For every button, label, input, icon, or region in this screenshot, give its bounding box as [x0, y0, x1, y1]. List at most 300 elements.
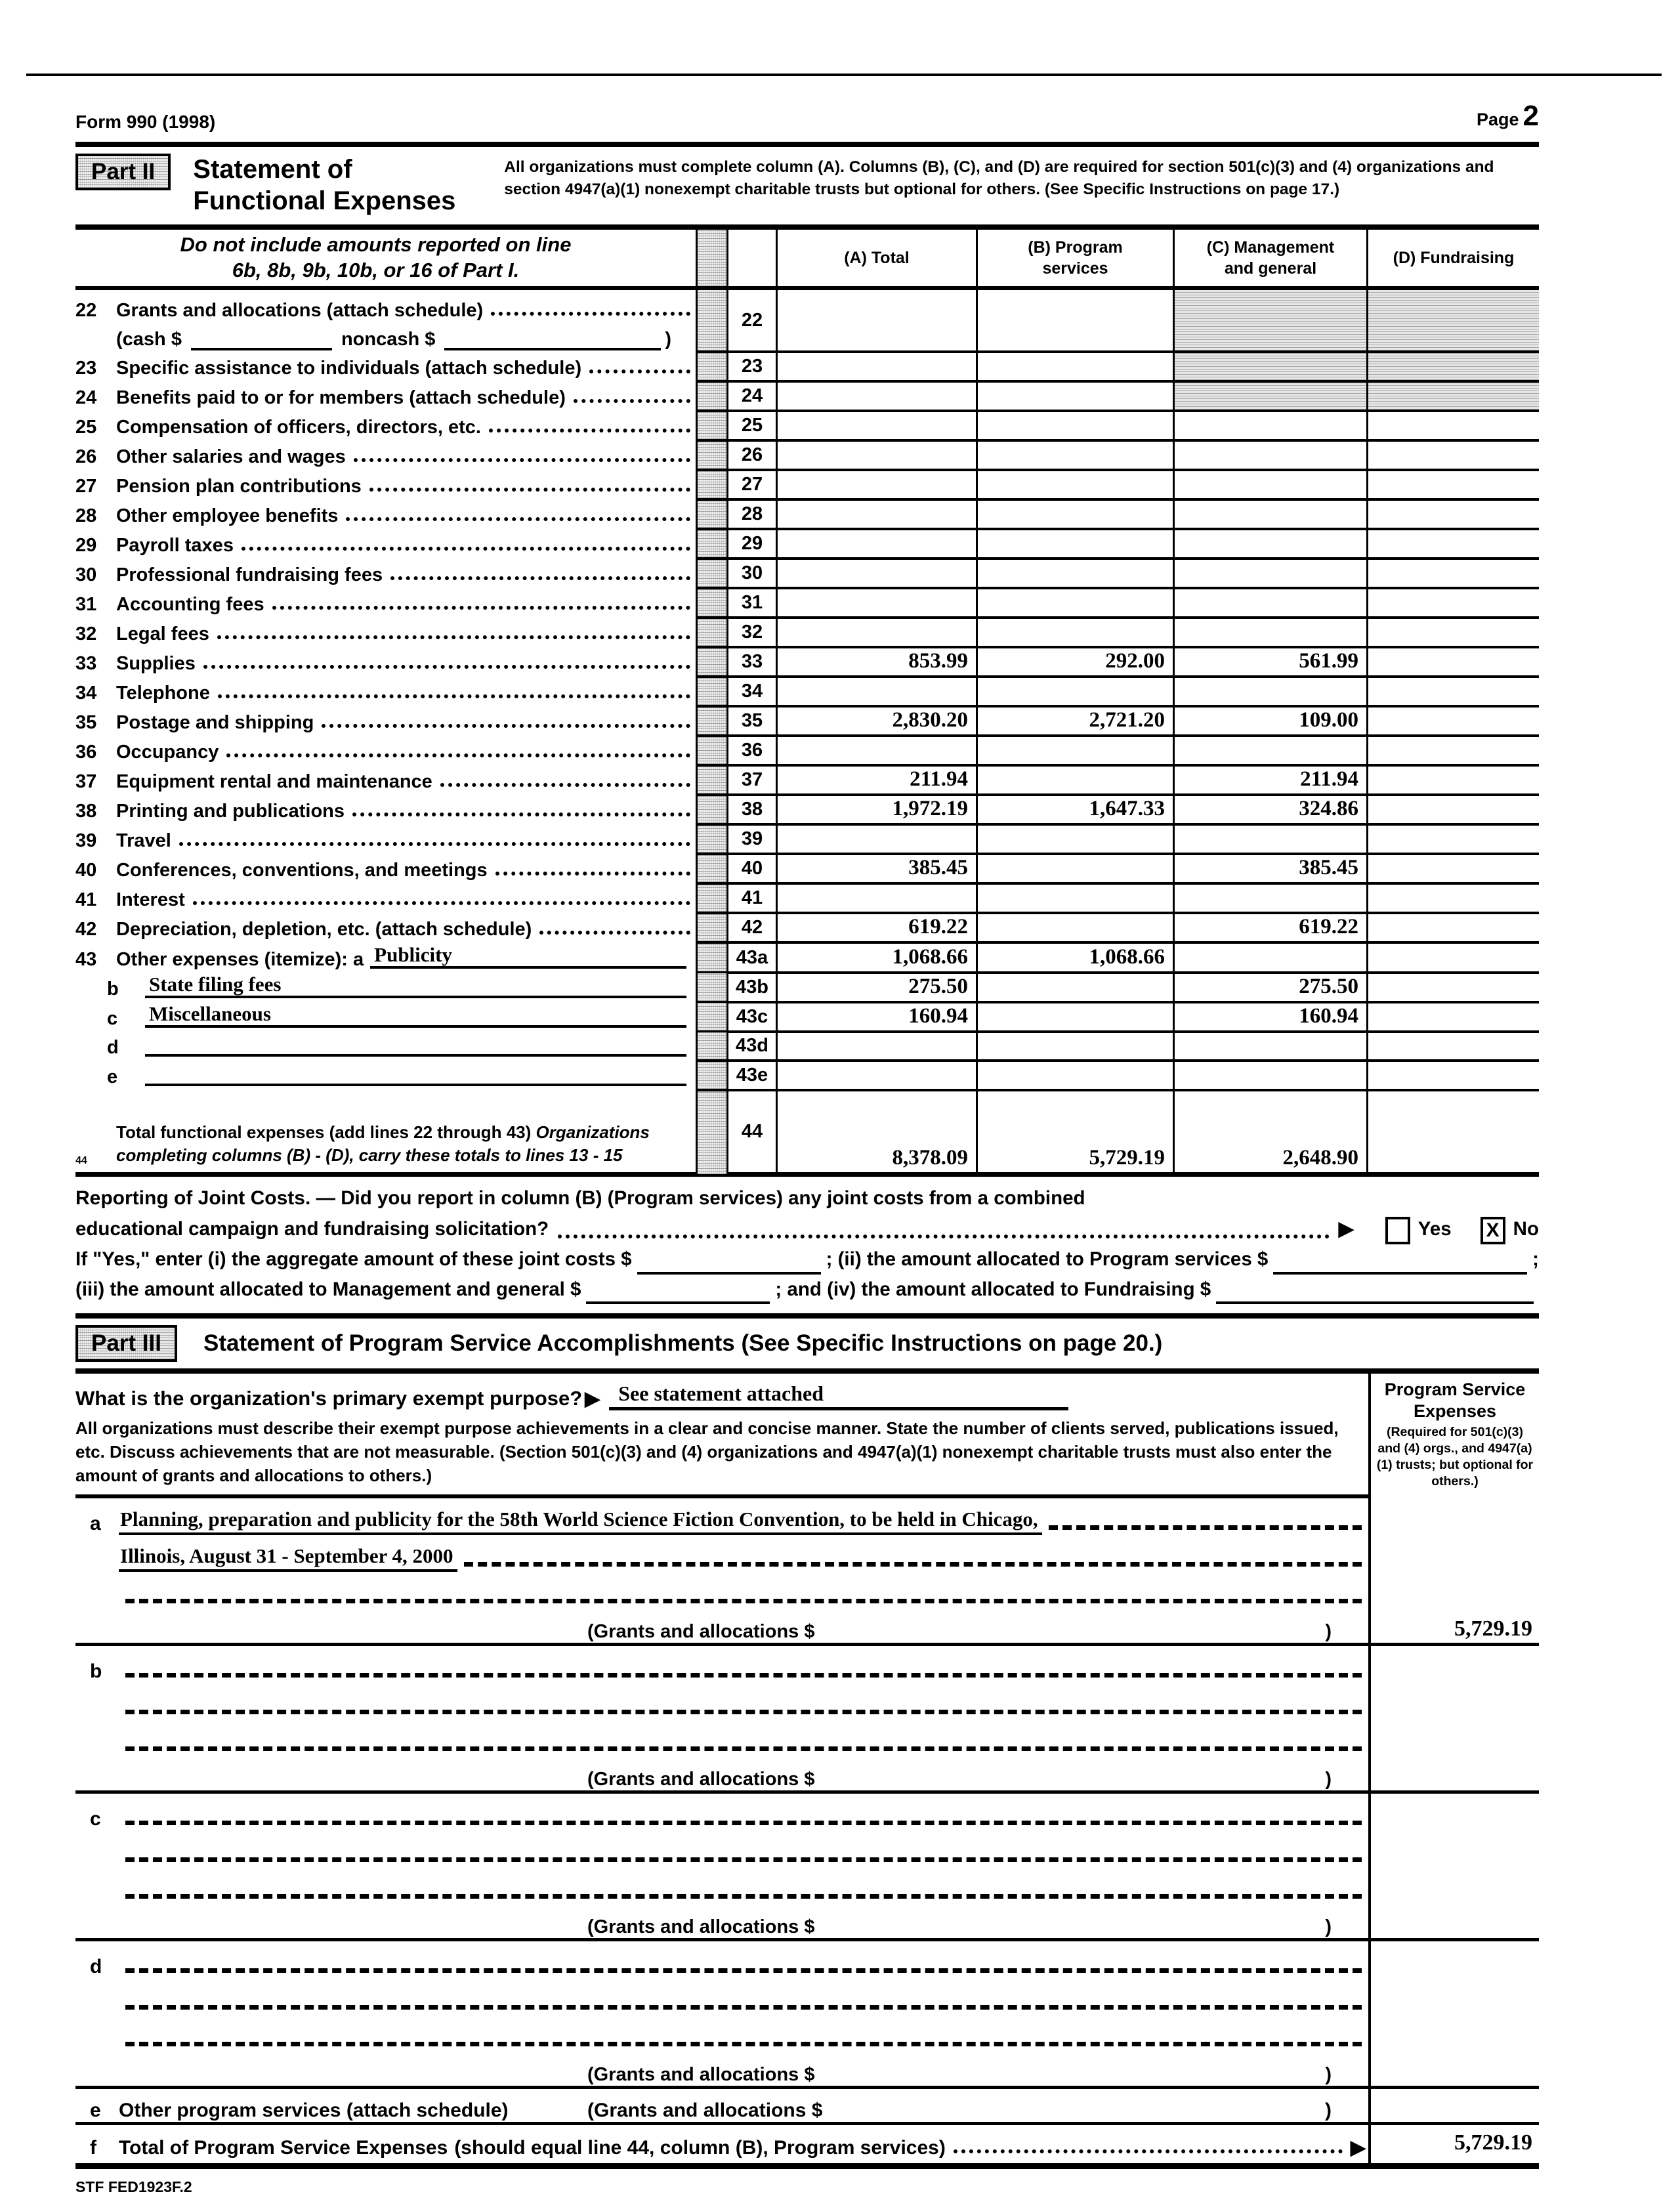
row-label: Compensation of officers, directors, etc. — [116, 417, 481, 438]
row-number: 32 — [75, 623, 97, 645]
table-row-43a — [75, 944, 1539, 973]
dashed-line — [125, 2005, 1362, 2010]
row-label: Travel — [116, 830, 171, 852]
page-number: Page 2 — [1476, 100, 1539, 132]
other-expense-rows — [75, 973, 1539, 1091]
grants-allocations-label: (Grants and allocations $ — [587, 2064, 815, 2086]
line-number-box: 25 — [728, 412, 778, 442]
table-row — [75, 855, 1539, 885]
line-number-box: 43d — [728, 1032, 778, 1062]
dotted-leader — [574, 399, 690, 403]
row-letter: c — [107, 1008, 118, 1030]
line-number-box: 36 — [728, 737, 778, 767]
value-management — [1175, 353, 1368, 383]
value-program — [978, 914, 1175, 944]
dotted-leader — [491, 312, 690, 316]
value-program — [978, 678, 1175, 707]
value-management: 561.99 — [1175, 648, 1368, 678]
value-fundraising — [1368, 290, 1539, 353]
row-number: 30 — [75, 564, 97, 586]
value-program — [978, 290, 1175, 353]
line-number-column-header — [728, 230, 778, 290]
value-total — [778, 826, 978, 855]
program-service-total-row: f Total of Program Service Expenses (should equal line 44, column (B), Program services) ▶ — [75, 2125, 1368, 2169]
program-service-c-expense — [1368, 1794, 1539, 1941]
value-total: 275.50 — [778, 973, 978, 1003]
value-management — [1175, 383, 1368, 412]
no-checkbox[interactable]: X — [1480, 1217, 1505, 1244]
part3-tag: Part III — [75, 1325, 177, 1362]
row-label: Printing and publications — [116, 801, 345, 822]
dashed-line — [125, 1599, 1362, 1603]
value-management — [1175, 530, 1368, 560]
table-row — [75, 589, 1539, 619]
value-fundraising — [1368, 560, 1539, 589]
section-letter: b — [90, 1660, 102, 1683]
table-row-22: 22 Grants and allocations (attach schedule) (cash $ noncash $ ) 22 — [75, 290, 1539, 353]
program-service-b: b (Grants and allocations $ ) — [75, 1646, 1368, 1794]
line-number-box: 43e — [728, 1062, 778, 1091]
value-fundraising — [1368, 648, 1539, 678]
dotted-leader — [390, 576, 690, 580]
line-number-box: 27 — [728, 471, 778, 501]
line-number-box: 22 — [728, 290, 778, 353]
value-total: 8,378.09 — [778, 1091, 978, 1177]
line-number-box: 35 — [728, 707, 778, 737]
dotted-leader — [440, 783, 690, 787]
value-fundraising — [1368, 914, 1539, 944]
other-expense-entry — [145, 1084, 686, 1086]
value-management — [1175, 826, 1368, 855]
dashed-line — [125, 1894, 1362, 1899]
line-number-box: 23 — [728, 353, 778, 383]
row-number: 22 — [75, 300, 97, 321]
dotted-leader — [352, 813, 690, 816]
row-number: 44 — [75, 1155, 87, 1166]
row-label: Grants and allocations (attach schedule) — [116, 300, 484, 321]
value-management: 385.45 — [1175, 855, 1368, 885]
row-label: Other employee benefits — [116, 505, 339, 527]
value-management: 324.86 — [1175, 796, 1368, 826]
value-management: 275.50 — [1175, 973, 1368, 1003]
value-management: 619.22 — [1175, 914, 1368, 944]
row-letter: e — [107, 1066, 118, 1088]
value-program: 5,729.19 — [978, 1091, 1175, 1177]
row-number: 25 — [75, 417, 97, 438]
part3-description: All organizations must describe their exempt purpose achievements in a clear and concise manner. State the number of clients served, publications issued, etc. Discuss achievements that are not measurable. (Section 501(c)(3) and (4) organizations and 4947(a)(1) nonexempt charitable trusts must also enter the amount of grants and allocations to others.) — [75, 1418, 1339, 1486]
value-management — [1175, 501, 1368, 530]
dotted-leader — [322, 724, 690, 728]
table-row — [75, 826, 1539, 855]
value-program — [978, 973, 1175, 1003]
part3-body — [75, 1374, 1539, 2169]
value-program — [978, 412, 1175, 442]
row-number: 35 — [75, 712, 97, 734]
section-letter: d — [90, 1956, 102, 1978]
row-number: 38 — [75, 801, 97, 822]
row-label: Equipment rental and maintenance — [116, 771, 432, 793]
other-expense-entry — [145, 1054, 686, 1057]
program-service-e: e Other program services (attach schedule) (Grants and allocations $ ) — [75, 2089, 1368, 2125]
grants-allocations-label: (Grants and allocations $ — [587, 1916, 815, 1938]
column-a-header: (A) Total — [778, 230, 978, 290]
row-label: Interest — [116, 889, 185, 911]
dashed-line — [1049, 1525, 1362, 1530]
table-row — [75, 914, 1539, 944]
value-management — [1175, 944, 1368, 974]
row-number: 23 — [75, 358, 97, 379]
value-program — [978, 885, 1175, 914]
row-number: 31 — [75, 594, 97, 616]
expense-rows — [75, 353, 1539, 944]
value-management — [1175, 885, 1368, 914]
value-management — [1175, 412, 1368, 442]
table-row — [75, 767, 1539, 796]
value-total — [778, 530, 978, 560]
noncash-blank — [444, 331, 661, 350]
value-fundraising — [1368, 1032, 1539, 1062]
value-fundraising — [1368, 944, 1539, 974]
line-number-box: 24 — [728, 383, 778, 412]
dashed-line — [464, 1562, 1362, 1567]
value-total: 853.99 — [778, 648, 978, 678]
value-total — [778, 442, 978, 471]
dotted-leader — [218, 694, 690, 698]
value-fundraising — [1368, 619, 1539, 648]
fundraising-blank — [1216, 1282, 1534, 1304]
value-program: 2,721.20 — [978, 707, 1175, 737]
value-fundraising — [1368, 826, 1539, 855]
value-management: 160.94 — [1175, 1003, 1368, 1033]
grants-allocations-label: (Grants and allocations $ — [587, 2100, 823, 2122]
dotted-leader — [272, 606, 690, 610]
value-total — [778, 383, 978, 412]
value-total — [778, 353, 978, 383]
value-total — [778, 412, 978, 442]
row-label: Total functional expenses (add lines 22 through 43) Organizations completing columns (B) - (D), carry these totals to lines 13 - 15 — [116, 1122, 650, 1165]
grants-allocations-label: (Grants and allocations $ — [587, 1769, 815, 1790]
column-b-header: (B) Program services — [978, 230, 1175, 290]
dashed-line — [125, 2042, 1362, 2046]
section-letter: e — [90, 2100, 101, 2122]
value-program — [978, 1032, 1175, 1062]
line-number-box: 43c — [728, 1003, 778, 1033]
table-row — [75, 442, 1539, 471]
dotted-leader — [954, 2149, 1343, 2153]
arrow-icon: ▶ — [1338, 1217, 1354, 1240]
line-number-box: 41 — [728, 885, 778, 914]
value-management — [1175, 619, 1368, 648]
table-row — [75, 383, 1539, 412]
value-program — [978, 530, 1175, 560]
part2-title: Statement of Functional Expenses — [193, 155, 456, 215]
row-number: 27 — [75, 476, 97, 497]
line-number-box: 31 — [728, 589, 778, 619]
dashed-line — [125, 1821, 1362, 1825]
program-service-a-expense: 5,729.19 — [1368, 1498, 1539, 1646]
value-total — [778, 1032, 978, 1062]
form-footer-code: STF FED1923F.2 — [75, 2178, 192, 2196]
row-number: 26 — [75, 446, 97, 468]
section-letter: f — [90, 2137, 96, 2159]
value-management — [1175, 589, 1368, 619]
value-fundraising — [1368, 1091, 1539, 1177]
row-label: Telephone — [116, 683, 210, 704]
part2-instructions: All organizations must complete column (A). Columns (B), (C), and (D) are required for section 501(c)(3) and (4) organizations and section 4947(a)(1) nonexempt charitable trusts but optional for others. (See Specific Instructions on page 17.) — [504, 158, 1494, 199]
value-program — [978, 855, 1175, 885]
value-fundraising — [1368, 855, 1539, 885]
value-management — [1175, 471, 1368, 501]
value-fundraising — [1368, 383, 1539, 412]
row-number: 28 — [75, 505, 97, 527]
value-total — [778, 589, 978, 619]
line-number-box: 43a — [728, 944, 778, 974]
grants-allocations-label: (Grants and allocations $ — [587, 1621, 815, 1643]
row-number: 36 — [75, 742, 97, 763]
program-service-expenses-header: Program Service Expenses (Required for 501(c)(3) and (4) orgs., and 4947(a)(1) trusts; but optional for others.) — [1368, 1374, 1539, 1498]
expense-table-header — [75, 230, 1539, 290]
value-fundraising — [1368, 767, 1539, 796]
table-row — [75, 1003, 1539, 1032]
row-number: 43 — [75, 949, 97, 971]
value-program — [978, 767, 1175, 796]
table-row — [75, 1062, 1539, 1091]
exempt-purpose-question: What is the organization's primary exempt purpose? — [75, 1387, 583, 1410]
dashed-line — [125, 1673, 1362, 1678]
row-label: Supplies — [116, 653, 196, 675]
row-number: 34 — [75, 683, 97, 704]
value-fundraising — [1368, 796, 1539, 826]
row-number: 40 — [75, 860, 97, 881]
other-program-services-label: Other program services (attach schedule) — [119, 2100, 509, 2122]
value-management — [1175, 1062, 1368, 1091]
value-total — [778, 471, 978, 501]
management-general-blank — [586, 1282, 770, 1304]
row-label: Accounting fees — [116, 594, 264, 616]
program-service-a: a Planning, preparation and publicity for the 58th World Science Fiction Convention, to be held in Chicago, Illinois, August 31 - September 4, 2000 (Grants and allocations $ ) — [75, 1498, 1368, 1646]
section-letter: a — [90, 1513, 101, 1535]
value-management — [1175, 1032, 1368, 1062]
value-fundraising — [1368, 678, 1539, 707]
line-number-box: 37 — [728, 767, 778, 796]
value-program: 292.00 — [978, 648, 1175, 678]
value-fundraising — [1368, 589, 1539, 619]
row-label: Depreciation, depletion, etc. (attach schedule) — [116, 919, 532, 940]
dotted-leader — [558, 1235, 1330, 1238]
row-number: 24 — [75, 387, 97, 409]
part2-header — [75, 142, 1539, 230]
row-number: 39 — [75, 830, 97, 852]
line-number-box: 30 — [728, 560, 778, 589]
row-label: Other salaries and wages — [116, 446, 346, 468]
value-total: 1,972.19 — [778, 796, 978, 826]
line-number-box: 28 — [728, 501, 778, 530]
line-number-box: 33 — [728, 648, 778, 678]
line-number-box: 32 — [728, 619, 778, 648]
value-fundraising — [1368, 471, 1539, 501]
dotted-leader — [226, 753, 690, 757]
value-program — [978, 589, 1175, 619]
dotted-leader — [242, 547, 690, 551]
yes-checkbox[interactable] — [1385, 1217, 1410, 1244]
value-total — [778, 678, 978, 707]
value-total — [778, 501, 978, 530]
value-total: 619.22 — [778, 914, 978, 944]
line-number-box: 38 — [728, 796, 778, 826]
row-number: 29 — [75, 535, 97, 557]
value-program: 1,647.33 — [978, 796, 1175, 826]
value-program: 1,068.66 — [978, 944, 1175, 974]
top-rule — [26, 74, 1662, 76]
dotted-leader — [489, 429, 690, 433]
yes-label: Yes — [1418, 1218, 1452, 1240]
row-number: 41 — [75, 889, 97, 911]
value-program — [978, 826, 1175, 855]
value-management — [1175, 290, 1368, 353]
other-expense-entry: Publicity — [370, 944, 686, 969]
noncash-label: noncash $ — [341, 329, 436, 350]
value-program — [978, 501, 1175, 530]
table-row — [75, 412, 1539, 442]
value-fundraising — [1368, 707, 1539, 737]
value-management: 211.94 — [1175, 767, 1368, 796]
table-row — [75, 530, 1539, 560]
value-fundraising — [1368, 530, 1539, 560]
total-label: Total of Program Service Expenses — [119, 2137, 448, 2159]
dotted-leader — [369, 488, 690, 492]
row-label: Occupancy — [116, 742, 219, 763]
value-program — [978, 1062, 1175, 1091]
table-note: Do not include amounts reported on line 6b, 8b, 9b, 10b, or 16 of Part I. — [75, 230, 696, 290]
column-d-header: (D) Fundraising — [1368, 230, 1539, 290]
other-expense-entry: State filing fees — [145, 973, 686, 998]
dotted-leader — [203, 665, 690, 669]
table-row — [75, 648, 1539, 678]
part3-header — [75, 1319, 1539, 1374]
value-management — [1175, 560, 1368, 589]
service-description-line1: Planning, preparation and publicity for the 58th World Science Fiction Convention, to be held in Chicago, — [119, 1508, 1042, 1535]
value-total — [778, 737, 978, 767]
table-row — [75, 796, 1539, 826]
row-label: Other expenses (itemize): a — [116, 949, 364, 971]
row-label: Pension plan contributions — [116, 476, 362, 497]
value-management — [1175, 737, 1368, 767]
dashed-line — [125, 1968, 1362, 1973]
dotted-leader — [179, 842, 690, 846]
dashed-line — [125, 1746, 1362, 1751]
value-program — [978, 1003, 1175, 1033]
value-fundraising — [1368, 973, 1539, 1003]
dotted-leader — [193, 901, 690, 905]
value-total: 385.45 — [778, 855, 978, 885]
joint-costs-blank — [637, 1252, 821, 1275]
table-row — [75, 885, 1539, 914]
table-row — [75, 973, 1539, 1003]
line-number-box: 29 — [728, 530, 778, 560]
line-number-box: 34 — [728, 678, 778, 707]
table-row — [75, 737, 1539, 767]
value-total: 211.94 — [778, 767, 978, 796]
service-description-line2: Illinois, August 31 - September 4, 2000 — [119, 1544, 457, 1572]
hatch-strip — [696, 230, 728, 290]
row-label: Benefits paid to or for members (attach schedule) — [116, 387, 566, 409]
row-label: Payroll taxes — [116, 535, 234, 557]
program-service-d-expense — [1368, 1941, 1539, 2089]
value-fundraising — [1368, 501, 1539, 530]
dotted-leader — [495, 872, 690, 876]
cash-label: (cash $ — [116, 329, 182, 350]
value-fundraising — [1368, 885, 1539, 914]
exempt-purpose-block — [75, 1374, 1368, 1498]
cash-blank — [191, 331, 332, 350]
part3-title: Statement of Program Service Accomplishments (See Specific Instructions on page 20.) — [203, 1330, 1163, 1357]
table-row — [75, 678, 1539, 707]
value-program — [978, 619, 1175, 648]
exempt-purpose-answer: See statement attached — [609, 1382, 1068, 1410]
value-total: 2,830.20 — [778, 707, 978, 737]
row-number: 42 — [75, 919, 97, 940]
value-program — [978, 560, 1175, 589]
value-total: 160.94 — [778, 1003, 978, 1033]
line-number-box: 42 — [728, 914, 778, 944]
row-number: 33 — [75, 653, 97, 675]
value-program — [978, 383, 1175, 412]
value-fundraising — [1368, 353, 1539, 383]
program-service-b-expense — [1368, 1646, 1539, 1794]
row-letter: b — [107, 979, 119, 1000]
line-number-box: 40 — [728, 855, 778, 885]
page-header — [75, 0, 1539, 133]
value-management — [1175, 678, 1368, 707]
other-expense-entry: Miscellaneous — [145, 1003, 686, 1028]
value-total — [778, 1062, 978, 1091]
dotted-leader — [539, 931, 690, 935]
value-fundraising — [1368, 442, 1539, 471]
arrow-icon: ▶ — [1350, 2137, 1366, 2159]
table-row — [75, 1032, 1539, 1062]
value-program — [978, 353, 1175, 383]
joint-costs-section: Reporting of Joint Costs. — Did you report in column (B) (Program services) any joint costs from a combined educational campaign and fundraising solicitation? ▶ Yes X No If "Yes," enter (i) the aggregate amount of these joint costs $ ; (ii) the amount allocated to Program services $ ; (iii) the amount allocated to Management and general $ ; and (iv) the amount allocated to Fundraising $ — [75, 1177, 1539, 1319]
value-program — [978, 471, 1175, 501]
table-row — [75, 353, 1539, 383]
value-total — [778, 290, 978, 353]
row-number: 37 — [75, 771, 97, 793]
row-label: Legal fees — [116, 623, 209, 645]
row-label: Postage and shipping — [116, 712, 314, 734]
joint-costs-lead: Reporting of Joint Costs. — [75, 1187, 311, 1209]
program-service-c: c (Grants and allocations $ ) — [75, 1794, 1368, 1941]
dashed-line — [125, 1710, 1362, 1714]
part2-tag: Part II — [75, 154, 171, 190]
value-management: 2,648.90 — [1175, 1091, 1368, 1177]
line-number-box: 44 — [728, 1091, 778, 1177]
value-fundraising — [1368, 737, 1539, 767]
value-management — [1175, 442, 1368, 471]
line-number-box: 26 — [728, 442, 778, 471]
column-c-header: (C) Management and general — [1175, 230, 1368, 290]
program-service-e-expense — [1368, 2089, 1539, 2125]
dashed-line — [125, 1857, 1362, 1862]
dotted-leader — [354, 458, 690, 462]
dotted-leader — [217, 635, 690, 639]
value-total — [778, 619, 978, 648]
table-row — [75, 560, 1539, 589]
section-letter: c — [90, 1808, 101, 1830]
row-letter: d — [107, 1037, 119, 1059]
table-row — [75, 471, 1539, 501]
arrow-icon: ▶ — [585, 1388, 600, 1410]
row-label: Specific assistance to individuals (attach schedule) — [116, 358, 582, 379]
